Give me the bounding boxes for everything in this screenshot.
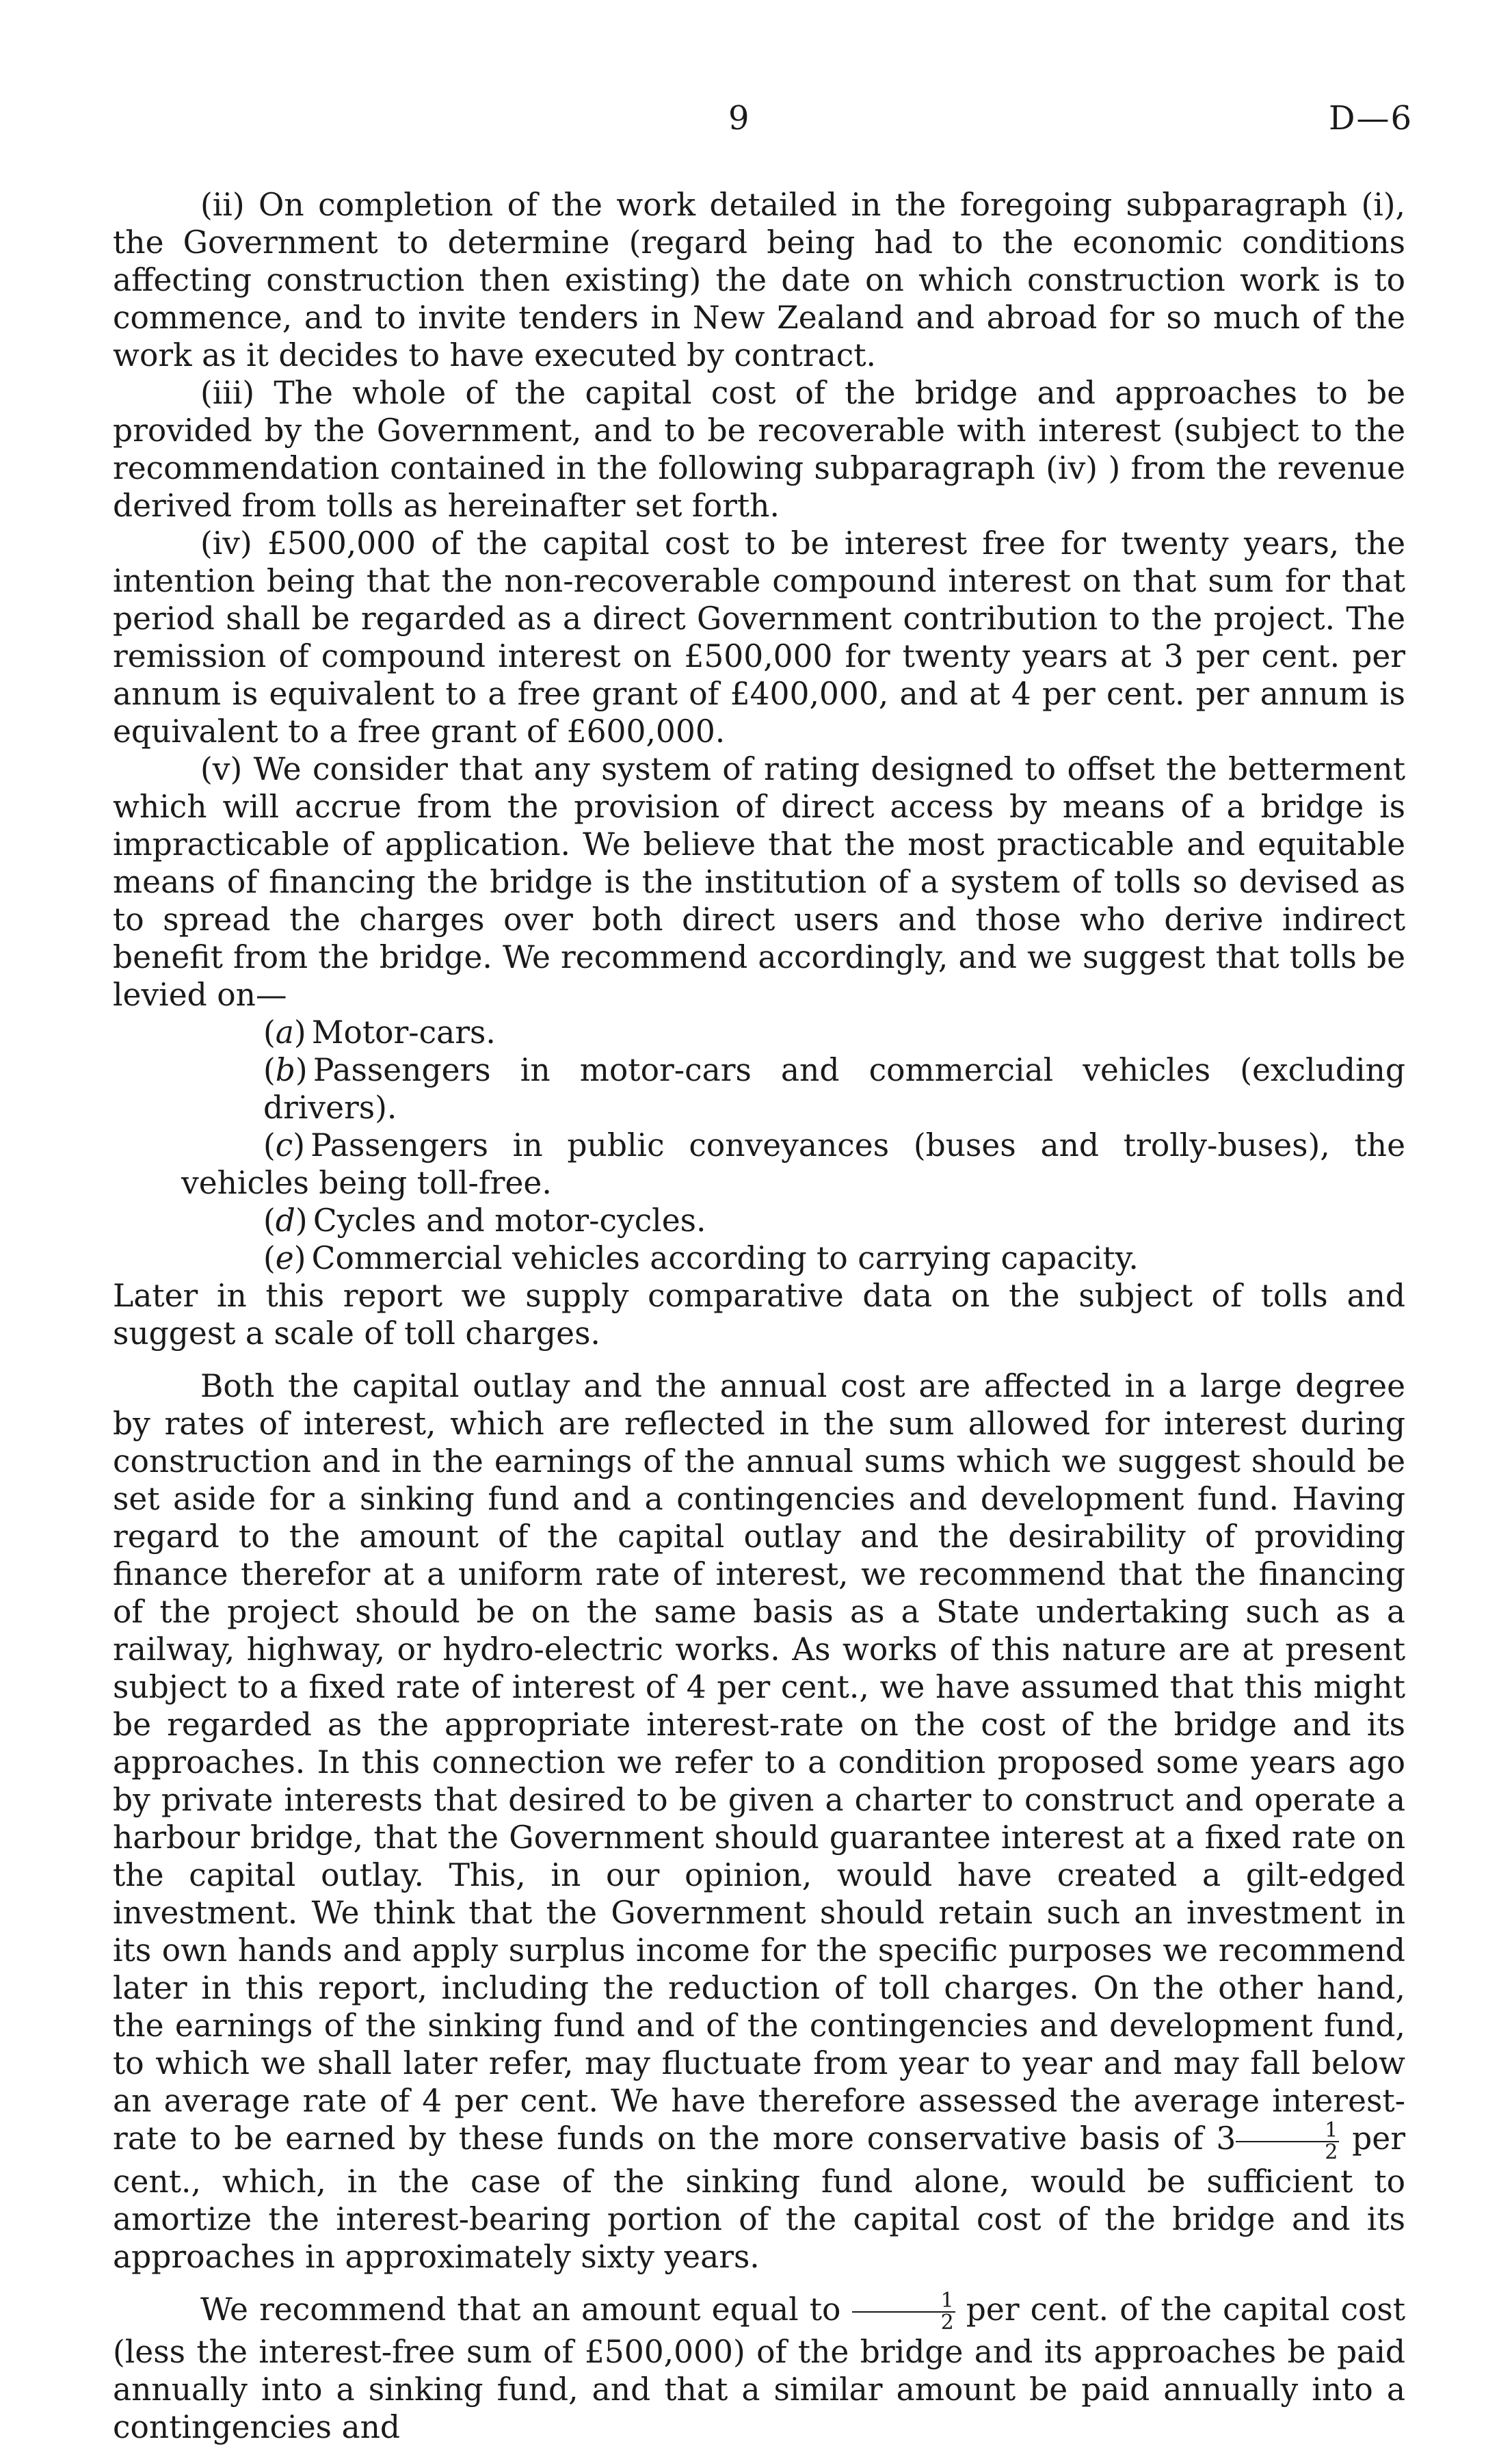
list-letter: c — [276, 1127, 293, 1163]
list-item: (b) Passengers in motor-cars and commercial vehicles (excluding drivers). — [113, 1051, 1405, 1127]
paragraph-interest-rates — [113, 1367, 1405, 2276]
toll-list — [113, 1014, 1405, 1277]
fraction-denominator: 2 — [1236, 2142, 1339, 2163]
fraction-numerator: 1 — [852, 2291, 955, 2313]
fraction-half — [1236, 2120, 1339, 2163]
list-item-text: Cycles and motor-cycles. — [313, 1202, 706, 1239]
list-letter: b — [276, 1052, 295, 1088]
sinking-text-after: per cent. of the capital cost (less the interest-free sum of £500,000) of the bridge and its approaches be paid annually into a sinking fund, and that a similar amount be paid annually into a contingencies and — [113, 2291, 1405, 2446]
list-item: (d) Cycles and motor-cycles. — [113, 1202, 1405, 1239]
paragraph-later: Later in this report we supply comparative data on the subject of tolls and suggest a scale of toll charges. — [113, 1277, 1405, 1352]
page-number: 9 — [728, 99, 751, 137]
rate-whole: 3 — [1216, 2120, 1236, 2157]
fraction-numerator: 1 — [1236, 2120, 1339, 2142]
list-item: (a) Motor-cars. — [113, 1014, 1405, 1051]
body-text — [113, 186, 1405, 2446]
fraction-denominator: 2 — [852, 2313, 955, 2333]
paragraph-iii: (iii) The whole of the capital cost of the bridge and approaches to be provided by the Government, and to be recoverable with interest (subject to the recommendation contained in the following subparagraph (iv) ) from the revenue derived from tolls as hereinafter set forth. — [113, 374, 1405, 525]
list-letter: a — [276, 1014, 294, 1051]
paragraph-iv: (iv) £500,000 of the capital cost to be interest free for twenty years, the intention being that the non-recoverable compound interest on that sum for that period shall be regarded as a direct Government contribution to the project. The remission of compound interest on £500,000 for twenty years at 3 per cent. per annum is equivalent to a free grant of £400,000, and at 4 per cent. per annum is equivalent to a free grant of £600,000. — [113, 525, 1405, 750]
list-item-text: Motor-cars. — [312, 1014, 496, 1051]
fraction-half — [852, 2291, 955, 2333]
list-item-text: Commercial vehicles according to carrying capacity. — [312, 1240, 1139, 1276]
list-item-text: Passengers in motor-cars and commercial vehicles (excluding drivers). — [263, 1052, 1405, 1126]
list-letter: e — [276, 1240, 294, 1276]
paragraph-sinking-fund — [113, 2291, 1405, 2446]
list-item: (c) Passengers in public conveyances (buses and trolly-buses), the vehicles being toll-free. — [113, 1127, 1405, 1202]
list-item-text: Passengers in public conveyances (buses and trolly-buses), the vehicles being toll-free. — [181, 1127, 1405, 1201]
page-header — [0, 99, 1512, 140]
document-reference: D—6 — [1329, 99, 1413, 137]
paragraph-ii: (ii) On completion of the work detailed in the foregoing subparagraph (i), the Government to determine (regard being had to the economic conditions affecting construction then existing) the date on which construction work is to commence, and to invite tenders in New Zealand and abroad for so much of the work as it decides to have executed by contract. — [113, 186, 1405, 374]
paragraph-v: (v) We consider that any system of rating designed to offset the betterment which will accrue from the provision of direct access by means of a bridge is impracticable of application. We believe that the most practicable and equitable means of financing the bridge is the institution of a system of tolls so devised as to spread the charges over both direct users and those who derive indirect benefit from the bridge. We recommend accordingly, and we suggest that tolls be levied on— — [113, 750, 1405, 1014]
interest-text-before: Both the capital outlay and the annual cost are affected in a large degree by rates of interest, which are reflected in the sum allowed for interest during construction and in the earnings of the annual sums which we suggest should be set aside for a sinking fund and a contingencies and development fund. Having regard to the amount of the capital outlay and the desirability of providing finance therefor at a uniform rate of interest, we recommend that the financing of the project should be on the same basis as a State undertaking such as a railway, highway, or hydro-electric works. As works of this nature are at present subject to a fixed rate of interest of 4 per cent., we have assumed that this might be regarded as the appropriate interest-rate on the cost of the bridge and its approaches. In this connection we refer to a condition proposed some years ago by private interests that desired to be given a charter to construct and operate a harbour bridge, that the Government should guarantee interest at a fixed rate on the capital outlay. This, in our opinion, would have created a gilt-edged investment. We think that the Government should retain such an investment in its own hands and apply surplus income for the specific purposes we recommend later in this report, including the reduction of toll charges. On the other hand, the earnings of the sinking fund and of the contingencies and development fund, to which we shall later refer, may fluctuate from year to year and may fall below an average rate of 4 per cent. We have therefore assessed the average interest-rate to be earned by these funds on the more conservative basis of — [113, 1368, 1405, 2157]
interest-text-after: per cent., which, in the case of the sinking fund alone, would be sufficient to amortize the interest-bearing portion of the capital cost of the bridge and its approaches in approximately sixty years. — [113, 2120, 1405, 2275]
list-letter: d — [276, 1202, 295, 1239]
list-item: (e) Commercial vehicles according to carrying capacity. — [113, 1239, 1405, 1277]
sinking-text-before: We recommend that an amount equal to — [200, 2291, 840, 2328]
